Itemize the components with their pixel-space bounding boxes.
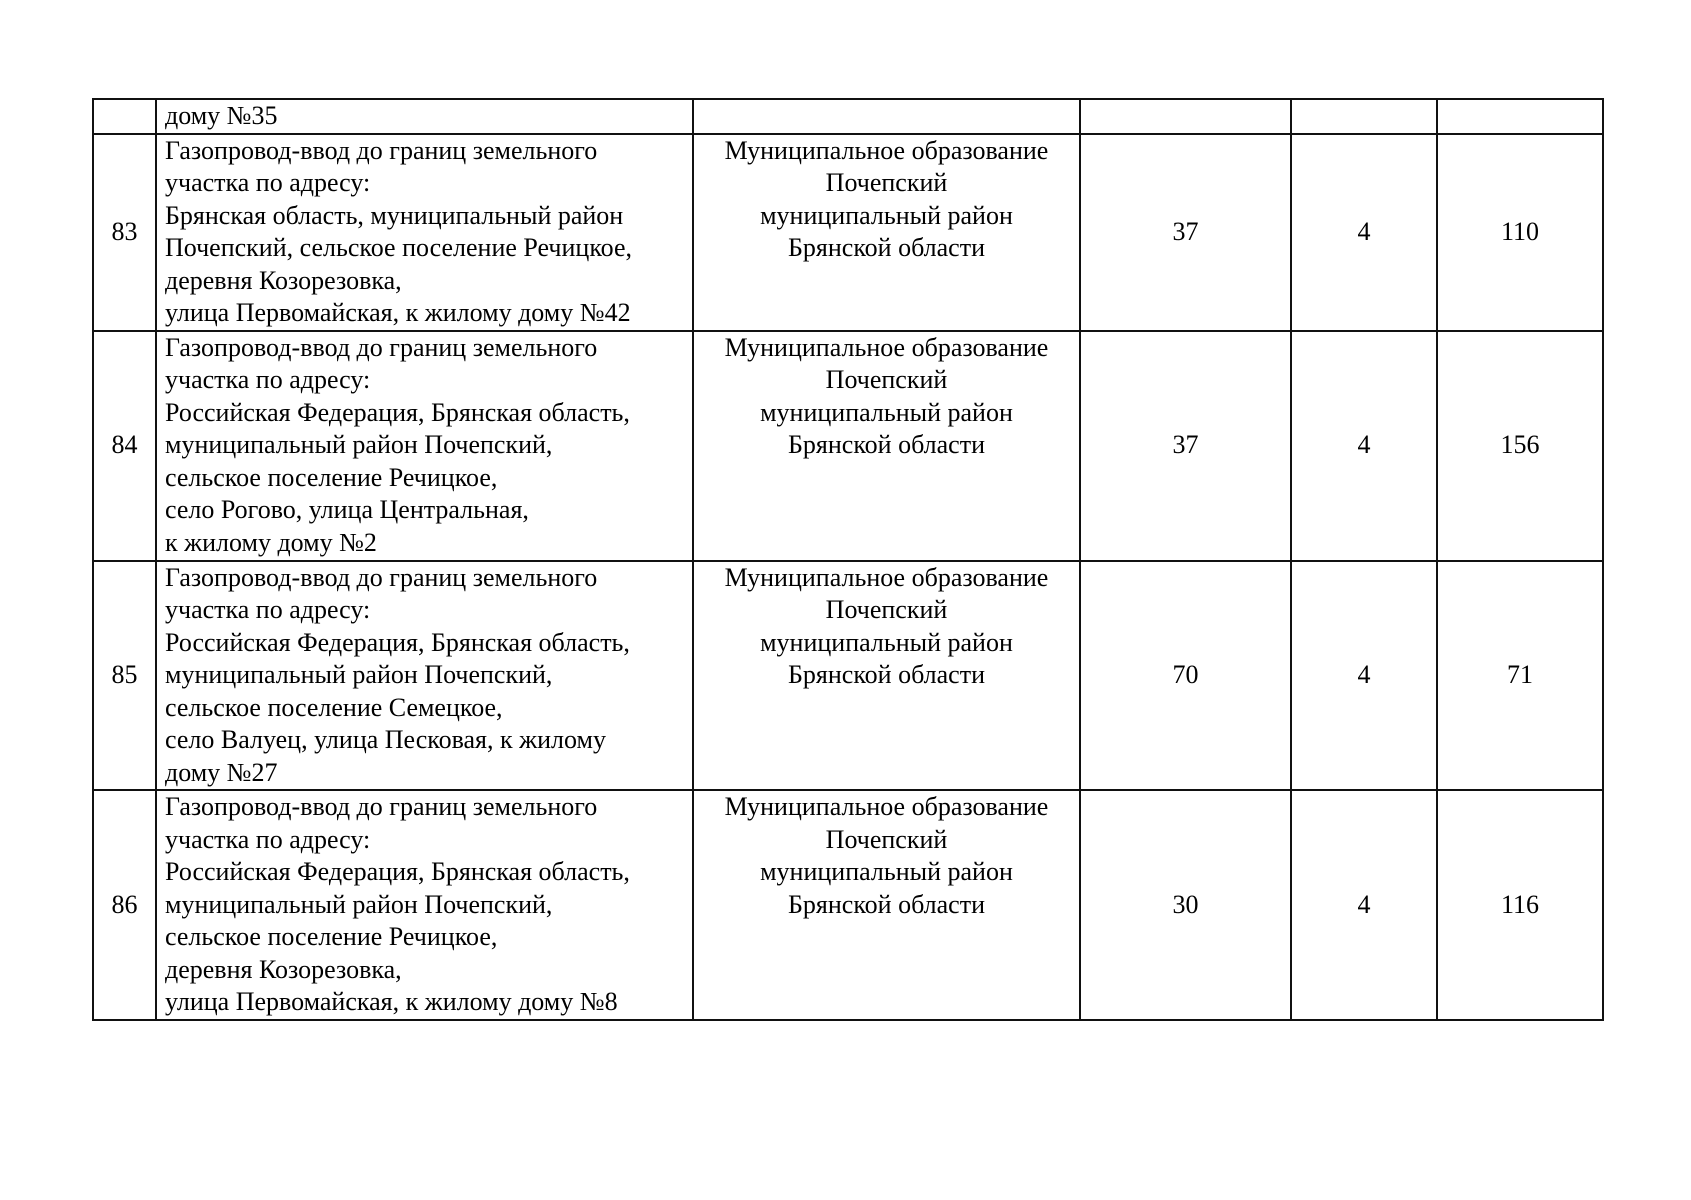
description-line: к жилому дому №2 [165,527,377,557]
cell-owner [693,99,1080,134]
description-line: село Валуец, улица Песковая, к жилому [165,725,606,754]
cell-description [156,99,693,134]
cell-no: 86 [93,790,156,1020]
description-line: село Рогово, улица Центральная, [165,495,529,524]
cell-diameter: 71 [1437,561,1603,791]
cell-diameter: 110 [1437,134,1603,331]
description-line: Газопровод-ввод до границ земельного [165,562,598,592]
owner-line: Брянской области [788,430,985,459]
description-line: Российская Федерация, Брянская область, [165,857,630,886]
cell-owner [693,790,1080,1020]
cell-length: 37 [1080,331,1291,561]
cell-class: 4 [1291,561,1437,791]
cell-owner [693,134,1080,331]
gas-pipeline-table [92,98,1604,1021]
owner-line: Почепский [825,595,948,624]
description-line: муниципальный район Почепский, [165,889,553,919]
cell-no: 85 [93,561,156,791]
cell-class: 4 [1291,331,1437,561]
description-line: сельское поселение Речицкое, [165,922,498,951]
description-line: участка по адресу: [165,824,371,854]
description-line: муниципальный район Почепский, [165,430,553,459]
cell-class: 4 [1291,134,1437,331]
description-line: дому №27 [165,757,278,787]
cell-length: 30 [1080,790,1291,1020]
description-line: деревня Козорезовка, [165,265,402,295]
owner-line: Почепский [825,168,948,197]
description-line: Брянская область, муниципальный район [165,200,624,230]
owner-line: муниципальный район [760,627,1013,657]
description-line: Газопровод-ввод до границ земельного [165,135,598,165]
cell-no: 83 [93,134,156,331]
cell-no [93,99,156,134]
cell-description [156,331,693,561]
description-line: Почепский, сельское поселение Речицкое, [165,233,632,262]
owner-line: Почепский [825,365,948,394]
cell-owner [693,561,1080,791]
description-line: улица Первомайская, к жилому дому №8 [165,987,618,1016]
table-row [93,790,1603,1020]
cell-owner [693,331,1080,561]
description-line: участка по адресу: [165,168,371,197]
description-line: улица Первомайская, к жилому дому №42 [165,298,631,327]
owner-line: Брянской области [788,233,985,262]
cell-diameter: 156 [1437,331,1603,561]
description-line: Российская Федерация, Брянская область, [165,627,630,657]
cell-class [1291,99,1437,134]
cell-diameter [1437,99,1603,134]
table-row-continuation [93,99,1603,134]
cell-length [1080,99,1291,134]
description-line: сельское поселение Семецкое, [165,692,503,722]
cell-no: 84 [93,331,156,561]
cell-class: 4 [1291,790,1437,1020]
description-line: Газопровод-ввод до границ земельного [165,332,598,362]
description-line: сельское поселение Речицкое, [165,462,498,492]
cell-description [156,790,693,1020]
cell-description [156,134,693,331]
owner-line: Брянской области [788,660,985,689]
cell-description [156,561,693,791]
description-line: участка по адресу: [165,365,371,394]
owner-line: муниципальный район [760,397,1013,427]
description-line: Российская Федерация, Брянская область, [165,397,630,427]
owner-line: Муниципальное образование [724,135,1049,165]
cell-length: 37 [1080,134,1291,331]
table-row [93,331,1603,561]
owner-line: муниципальный район [760,857,1013,886]
owner-line: Муниципальное образование [724,792,1049,821]
description-line: участка по адресу: [165,595,371,624]
description-line: дому №35 [165,101,278,130]
description-line: муниципальный район Почепский, [165,660,553,689]
owner-line: Муниципальное образование [724,332,1049,362]
owner-line: Почепский [825,824,948,854]
owner-line: Брянской области [788,889,985,919]
owner-line: муниципальный район [760,200,1013,230]
description-line: деревня Козорезовка, [165,954,402,984]
cell-diameter: 116 [1437,790,1603,1020]
cell-length: 70 [1080,561,1291,791]
table-row [93,561,1603,791]
owner-line: Муниципальное образование [724,562,1049,592]
table-row [93,134,1603,331]
description-line: Газопровод-ввод до границ земельного [165,792,598,821]
